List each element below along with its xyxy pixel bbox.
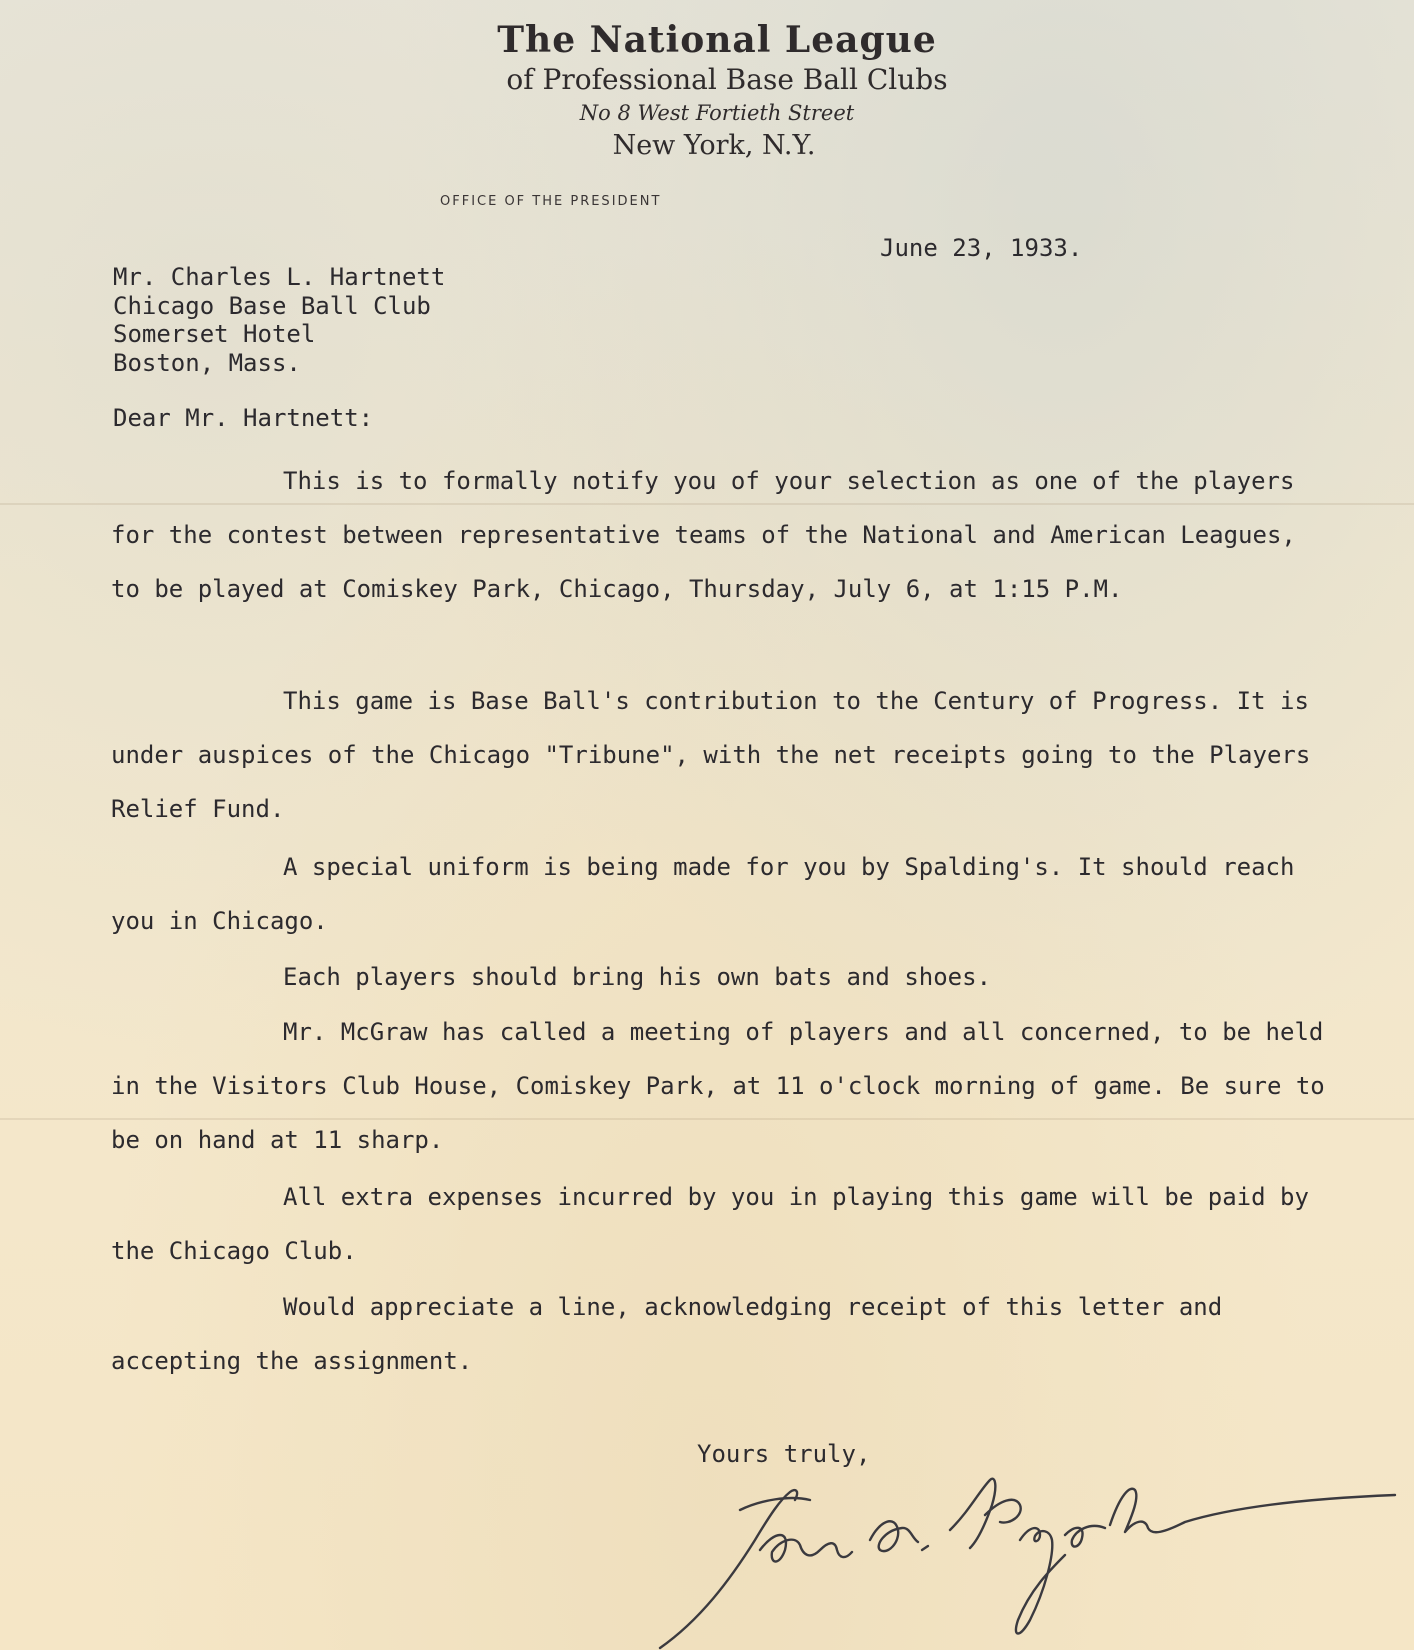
recipient-name: Mr. Charles L. Hartnett bbox=[113, 263, 446, 291]
body-paragraph: This game is Base Ball's contribution to the Century of Progress. It is under auspices of the Chicago "Tribune", with the net receipts going to the Players Relief Fund. bbox=[111, 687, 1311, 823]
body-paragraph: Mr. McGraw has called a meeting of players and all concerned, to be held in the Visitors Club House, Comiskey Park, at 11 o'clock morning of game. Be sure to be on hand at 11 sharp. bbox=[111, 1018, 1325, 1154]
letterhead-street: No 8 West Fortieth Street bbox=[579, 101, 855, 125]
letterhead-city: New York, N.Y. bbox=[612, 130, 816, 161]
body-paragraph: All extra expenses incurred by you in playing this game will be paid by the Chicago Club. bbox=[111, 1183, 1309, 1265]
handwritten-signature bbox=[640, 1470, 1400, 1650]
body-paragraph: A special uniform is being made for you by Spalding's. It should reach you in Chicago. bbox=[111, 853, 1295, 935]
letter-date: June 23, 1933. bbox=[880, 234, 1083, 262]
office-of-president: OFFICE OF THE PRESIDENT bbox=[440, 194, 662, 209]
body-paragraph: Each players should bring his own bats and shoes. bbox=[283, 963, 992, 991]
recipient-org: Chicago Base Ball Club bbox=[113, 291, 431, 320]
recipient-city: Boston, Mass. bbox=[113, 348, 301, 377]
recipient-hotel: Somerset Hotel bbox=[113, 320, 316, 348]
closing: Yours truly, bbox=[697, 1440, 871, 1468]
salutation: Dear Mr. Hartnett: bbox=[113, 404, 374, 432]
body-paragraph: This is to formally notify you of your selection as one of the players for the contest between representative teams of the National and American Leagues, to be played at Comiskey Park, Chicago, Thursday, July 6, at 1:15 P.M. bbox=[111, 467, 1296, 603]
body-paragraph: Would appreciate a line, acknowledging receipt of this letter and accepting the assignment. bbox=[111, 1293, 1223, 1375]
recipient-address bbox=[113, 263, 445, 377]
letterhead-subtitle: of Professional Base Ball Clubs bbox=[506, 63, 948, 96]
letterhead-title: The National League bbox=[497, 19, 937, 61]
letterhead bbox=[0, 18, 1414, 164]
